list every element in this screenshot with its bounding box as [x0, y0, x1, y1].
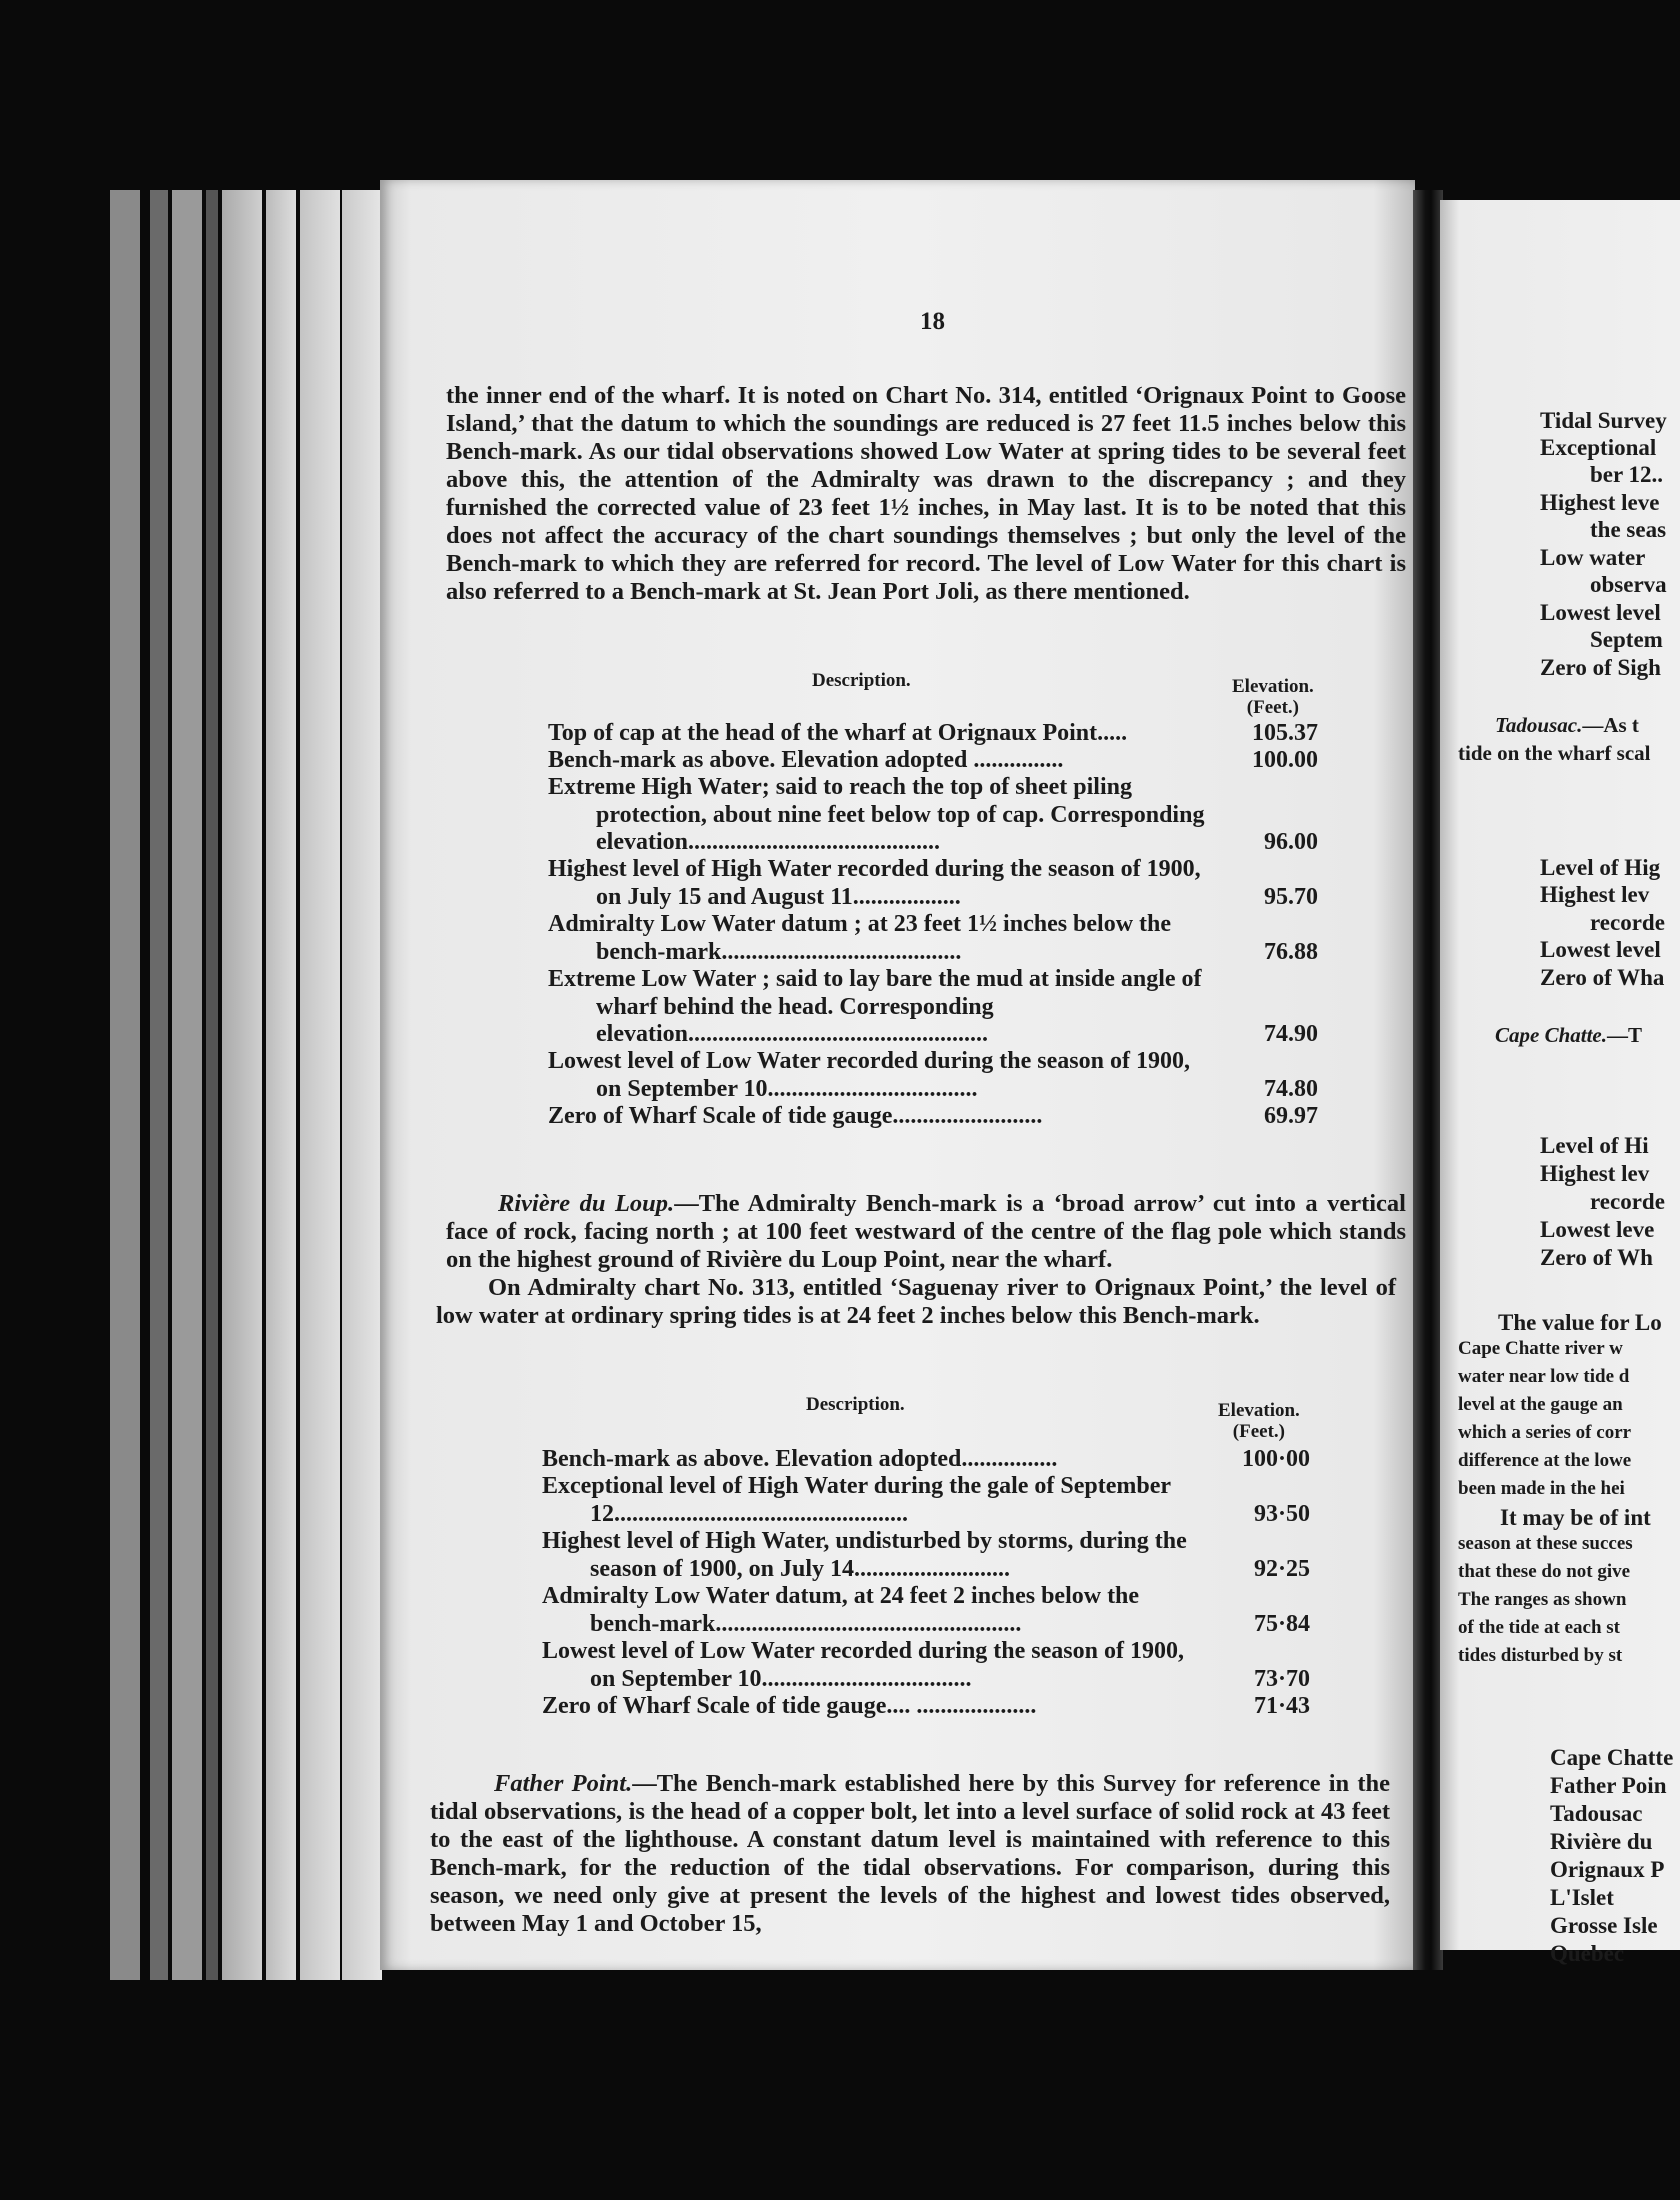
row-description: Lowest level of Low Water recorded during the season of 1900, on September 10...................................: [548, 1048, 1190, 1102]
row-description: Highest level of High Water recorded during the season of 1900, on July 15 and August 11..................: [548, 856, 1201, 910]
table2-elevation-header: [1218, 1400, 1300, 1442]
table2-elevation-label: Elevation.: [1218, 1400, 1300, 1421]
right-page-line: the seas: [1590, 517, 1667, 542]
right-page-line: Zero of Wh: [1540, 1245, 1653, 1270]
intro-paragraph: the inner end of the wharf. It is noted on Chart No. 314, entitled ‘Orignaux Point to Goose Island,’ that the datum to which the soundings are reduced is 27 feet 11.5 inches below this Bench-mark. As our tidal observations showed Low Water at spring tides to be several feet above this, the attention of the Admiralty was drawn to the discrepancy ; and they furnished the corrected value of 23 feet 1½ inches, in May last. It is to be noted that this does not affect the accuracy of the chart soundings themselves ; but only the level of the Bench-mark to which they are referred for record. The level of Low Water for this chart is also referred to a Bench-mark at St. Jean Port Joli, as there mentioned.: [446, 382, 1406, 605]
right-page-line: level at the gauge an: [1458, 1394, 1623, 1415]
table2-units-label: (Feet.): [1232, 1421, 1286, 1442]
table-row: [548, 1103, 1318, 1131]
right-page-line: Cape Chatte river w: [1458, 1338, 1623, 1359]
row-description: Zero of Wharf Scale of tide gauge.... ....................: [542, 1693, 1037, 1719]
row-description: Lowest level of Low Water recorded during the season of 1900, on September 10...................................: [542, 1638, 1184, 1692]
riviere-paragraph: [446, 1190, 1406, 1274]
row-elevation-value: 76.88: [1264, 938, 1318, 965]
right-page-line: Father Poin: [1550, 1773, 1667, 1798]
right-page-line: The ranges as shown: [1458, 1589, 1627, 1610]
table-row: [542, 1446, 1310, 1474]
row-elevation-value: 74.90: [1264, 1021, 1318, 1047]
right-page-line: of the tide at each st: [1458, 1617, 1620, 1638]
book-gutter: [1413, 190, 1443, 1970]
table-row: [542, 1528, 1310, 1583]
row-elevation-value: 69.97: [1264, 1103, 1318, 1129]
riviere-paragraph-2: On Admiralty chart No. 313, entitled ‘Saguenay river to Orignaux Point,’ the level of low water at ordinary spring tides is at 24 feet 2 inches below this Bench-mark.: [436, 1274, 1396, 1329]
row-description: Zero of Wharf Scale of tide gauge.........................: [548, 1103, 1043, 1129]
right-page-line: Grosse Isle: [1550, 1913, 1658, 1938]
right-page-line: Low water: [1540, 545, 1646, 570]
right-page-line: Highest lev: [1540, 882, 1650, 907]
right-page-line: L'Islet: [1550, 1885, 1614, 1910]
right-page-line: Quebec: [1550, 1941, 1625, 1966]
right-page-line: recorde: [1590, 1189, 1665, 1214]
row-elevation-value: 100.00: [1252, 747, 1318, 773]
row-elevation-value: 95.70: [1264, 883, 1318, 910]
row-elevation-value: 71·43: [1253, 1693, 1310, 1719]
row-description: Top of cap at the head of the wharf at Orignaux Point.....: [548, 720, 1128, 746]
right-page-line: Lowest level: [1540, 600, 1661, 625]
table-row: [542, 1583, 1310, 1638]
right-page-line: that these do not give: [1458, 1561, 1631, 1582]
right-page-line: The value for Lo: [1498, 1310, 1662, 1335]
right-page-line: Tadousac: [1550, 1801, 1643, 1826]
table1-elevation-label: Elevation.: [1232, 676, 1314, 697]
row-elevation-value: 92·25: [1253, 1555, 1310, 1582]
right-page-line: tide on the wharf scal: [1458, 741, 1651, 765]
right-page-line: Tidal Survey: [1540, 408, 1667, 433]
right-page-line: Rivière du: [1550, 1829, 1653, 1854]
table1-elevation-header: [1232, 676, 1314, 718]
row-description: Bench-mark as above. Elevation adopted ...............: [548, 747, 1064, 773]
right-page-line: recorde: [1590, 910, 1665, 935]
row-description: Extreme Low Water ; said to lay bare the mud at inside angle of wharf behind the head. Corresponding elevation..................................................: [548, 966, 1202, 1047]
table1-units-label: (Feet.): [1246, 697, 1300, 718]
right-page-line: Septem: [1590, 627, 1663, 652]
table-row: [548, 720, 1318, 748]
row-description: Exceptional level of High Water during the gale of September 12.................................................: [542, 1473, 1171, 1527]
right-page-line: Lowest leve: [1540, 1217, 1655, 1242]
father-point-title: Father Point.: [494, 1770, 633, 1797]
right-page-line: tides disturbed by st: [1458, 1645, 1623, 1666]
table-row: [542, 1638, 1310, 1693]
right-page-line: Level of Hi: [1540, 1133, 1649, 1158]
right-page-line: which a series of corr: [1458, 1422, 1632, 1443]
right-page-line: Cape Chatte.—T: [1495, 1023, 1643, 1047]
row-description: Highest level of High Water, undisturbed by storms, during the season of 1900, on July 14..........................: [542, 1528, 1187, 1582]
riviere-title: Rivière du Loup.: [498, 1190, 675, 1217]
row-description: Bench-mark as above. Elevation adopted................: [542, 1446, 1058, 1472]
table-row: [548, 966, 1318, 1049]
book-page-edges: [110, 190, 390, 1980]
right-page-line: season at these succes: [1458, 1533, 1633, 1554]
right-page-line: It may be of int: [1500, 1505, 1651, 1530]
table-row: [548, 856, 1318, 911]
right-page-line: water near low tide d: [1458, 1366, 1630, 1387]
row-elevation-value: 73·70: [1253, 1665, 1310, 1692]
right-page-line: Level of Hig: [1540, 855, 1661, 880]
row-description: Admiralty Low Water datum ; at 23 feet 1½ inches below the bench-mark........................................: [548, 911, 1172, 965]
father-point-text: —The Bench-mark established here by this Survey for reference in the tidal observations, is the head of a copper bolt, let into a level surface of solid rock at 43 feet to the east of the lighthouse. A constant datum level is maintained with reference to this Bench-mark, for the reduction of the tidal observations. For comparison, during this season, we need only give at present the levels of the highest and lowest tides observed, between May 1 and October 15,: [430, 1770, 1390, 1937]
right-page-line: Zero of Wha: [1540, 965, 1665, 990]
right-page-line: Orignaux P: [1550, 1857, 1665, 1882]
table-row: [548, 911, 1318, 966]
row-elevation-value: 75·84: [1253, 1610, 1310, 1637]
row-elevation-value: 96.00: [1264, 829, 1318, 855]
table-row: [548, 747, 1318, 775]
right-page-line: Lowest level: [1540, 937, 1661, 962]
right-page-line: difference at the lowe: [1458, 1450, 1632, 1471]
row-description: Admiralty Low Water datum, at 24 feet 2 inches below the bench-mark...................................................: [542, 1583, 1140, 1637]
right-section-title: Cape Chatte.: [1495, 1023, 1608, 1047]
row-elevation-value: 105.37: [1252, 720, 1318, 746]
right-page-line: been made in the hei: [1458, 1478, 1625, 1499]
table-row: [548, 774, 1318, 857]
table-row: [542, 1693, 1310, 1721]
row-elevation-value: 74.80: [1264, 1075, 1318, 1102]
right-page-line: Exceptional: [1540, 435, 1657, 460]
right-page-line: Tadousac.—As t: [1495, 713, 1639, 737]
table2-description-header: Description.: [806, 1394, 905, 1415]
right-page-line: Highest lev: [1540, 1161, 1650, 1186]
table1-description-header: Description.: [812, 670, 911, 691]
father-point-paragraph: [430, 1770, 1390, 1938]
row-elevation-value: 100·00: [1241, 1446, 1310, 1472]
table-row: [548, 1048, 1318, 1103]
right-page-line: observa: [1590, 572, 1667, 597]
right-page-line: Highest leve: [1540, 490, 1660, 515]
right-page-line: Zero of Sigh: [1540, 655, 1661, 680]
table-row: [542, 1473, 1310, 1528]
right-page-line: Cape Chatte: [1550, 1745, 1674, 1770]
right-page-line: ber 12..: [1590, 462, 1664, 487]
right-section-title: Tadousac.: [1495, 713, 1583, 737]
riviere-text: —The Admiralty Bench-mark is a ‘broad arrow’ cut into a vertical face of rock, facing north ; at 100 feet westward of the centre of the flag pole which stands on the highest ground of Rivière du Loup Point, near the wharf.: [446, 1190, 1406, 1273]
row-elevation-value: 93·50: [1253, 1500, 1310, 1527]
page-number: 18: [920, 308, 945, 335]
row-description: Extreme High Water; said to reach the top of sheet piling protection, about nine feet below top of cap. Corresponding elevation..........................................: [548, 774, 1205, 855]
